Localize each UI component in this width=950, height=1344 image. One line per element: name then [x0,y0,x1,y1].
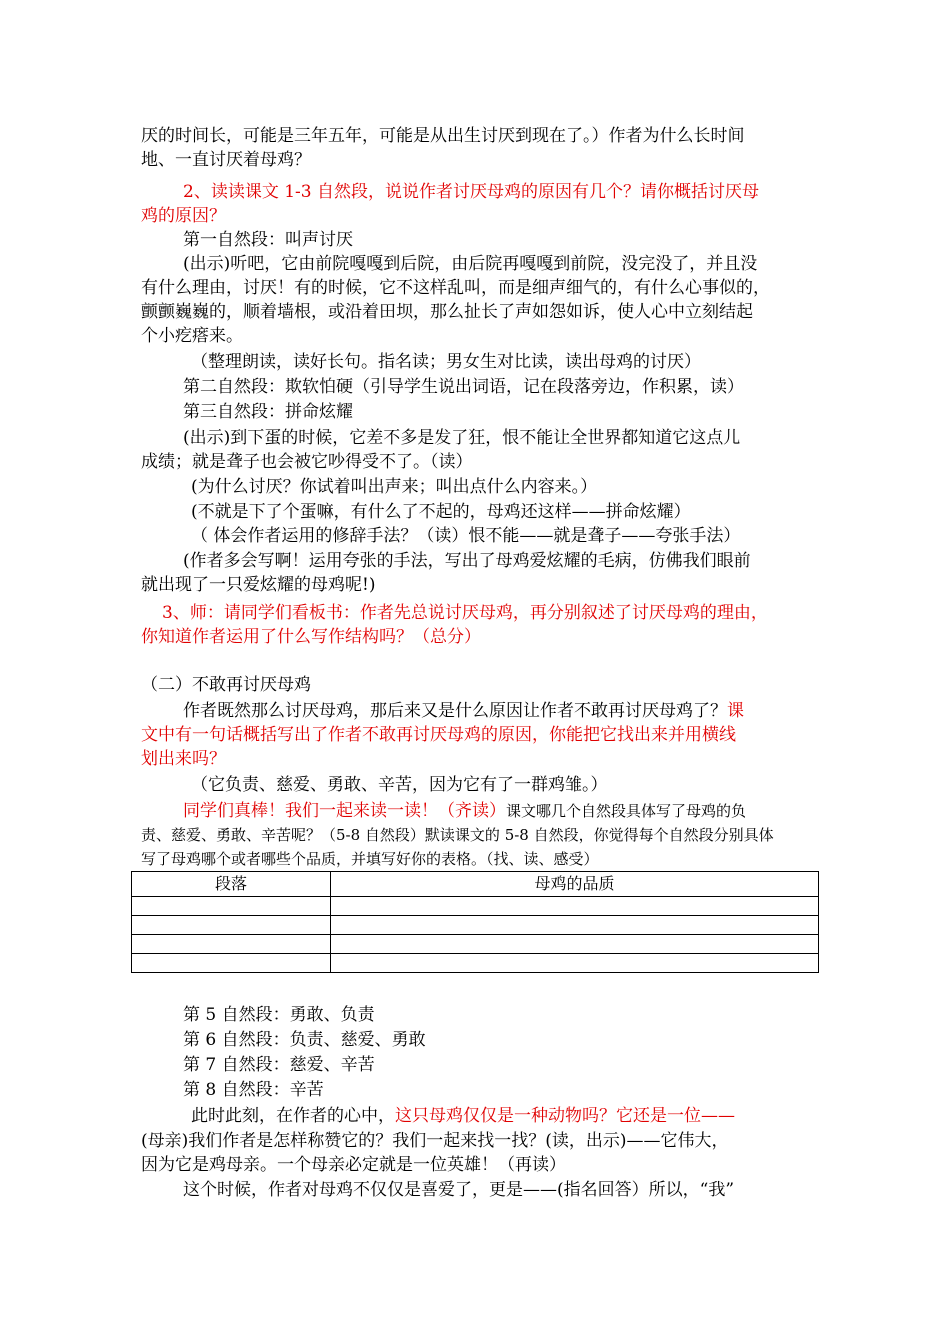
text-span: 课文哪几个自然段具体写了母鸡的负 [506,802,747,820]
header-cell: 段落 [132,872,331,897]
text-span: 作者既然那么讨厌母鸡，那后来又是什么原因让作者不敢再讨厌母鸡了？ [183,701,727,721]
text-line: 地、一直讨厌着母鸡？ [141,150,311,170]
text-line: 有什么理由，讨厌！有的时候，它不这样乱叫，而是细声细气的，有什么心事似的， [141,278,770,298]
text-line: 第 7 自然段：慈爱、辛苦 [183,1055,375,1075]
table-cell[interactable] [132,954,331,973]
section-heading: （二）不敢再讨厌母鸡 [141,675,311,695]
text-line [183,799,746,823]
paragraph-2-heading: 第二自然段：欺软怕硬（引导学生说出词语，记在段落旁边，作积累，读） [183,377,744,397]
text-line: （整理朗读，读好长句。指名读；男女生对比读，读出母鸡的讨厌） [191,352,701,372]
table-cell[interactable] [330,954,818,973]
text-line: 就出现了一只爱炫耀的母鸡呢!) [141,575,376,595]
table-row [132,954,819,973]
question-3-cont: 你知道作者运用了什么写作结构吗？（总分） [141,627,481,647]
question-2-cont: 鸡的原因？ [141,206,226,226]
text-line: (出示)听吧，它由前院嘎嘎到后院，由后院再嘎嘎到前院，没完没了，并且没 [183,254,758,274]
text-line: (为什么讨厌？你试着叫出声来；叫出点什么内容来。） [191,477,598,497]
text-line: （它负责、慈爱、勇敢、辛苦，因为它有了一群鸡雏。） [191,775,608,795]
table-row [132,935,819,954]
text-line: 因为它是鸡母亲。一个母亲必定就是一位英雄！（再读） [141,1155,566,1175]
text-line: 颤颤巍巍的，顺着墙根，或沿着田坝，那么扯长了声如怨如诉，使人心中立刻结起 [141,302,753,322]
table-cell[interactable] [330,897,818,916]
text-line: 第 5 自然段：勇敢、负责 [183,1005,375,1025]
paragraph-3-heading: 第三自然段：拼命炫耀 [183,402,353,422]
table-row [132,916,819,935]
highlight-span: 同学们真棒！我们一起来读一读！（齐读） [183,801,506,821]
text-line: 写了母鸡哪个或者哪些个品质，并填写好你的表格。（找、读、感受） [141,850,599,868]
text-line: (不就是下了个蛋嘛，有什么了不起的，母鸡还这样——拼命炫耀） [191,502,691,522]
header-cell: 母鸡的品质 [330,872,818,897]
text-line: 划出来吗？ [141,749,226,769]
table-cell[interactable] [330,916,818,935]
table-header-row [132,872,819,897]
text-line [191,1104,735,1128]
question-2: 2、读读课文 1-3 自然段，说说作者讨厌母鸡的原因有几个？请你概括讨厌母 [183,182,759,202]
text-line: 第 6 自然段：负责、慈爱、勇敢 [183,1030,426,1050]
highlight-span: 这只母鸡仅仅是一种动物吗？它还是一位—— [395,1106,735,1126]
text-line: 成绩；就是聋子也会被它吵得受不了。（读） [141,452,473,472]
text-line: (作者多会写啊！运用夸张的手法，写出了母鸡爱炫耀的毛病，仿佛我们眼前 [183,551,751,571]
question-3: 3、师：请同学们看板书：作者先总说讨厌母鸡，再分别叙述了讨厌母鸡的理由， [162,603,768,623]
text-line [183,699,744,723]
text-line: 厌的时间长，可能是三年五年，可能是从出生讨厌到现在了。）作者为什么长时间 [141,126,745,146]
text-span: 此时此刻，在作者的心中， [191,1106,395,1126]
paragraph-1-heading: 第一自然段：叫声讨厌 [183,230,353,250]
table-row [132,897,819,916]
text-line: 这个时候，作者对母鸡不仅仅是喜爱了，更是——(指名回答）所以，“我” [183,1180,735,1200]
text-line: 文中有一句话概括写出了作者不敢再讨厌母鸡的原因，你能把它找出来并用横线 [141,725,736,745]
table-cell[interactable] [132,916,331,935]
text-line: （ 体会作者运用的修辞手法？（读）恨不能——就是聋子——夸张手法） [191,526,741,546]
table-cell[interactable] [330,935,818,954]
quality-table [131,871,819,973]
table-cell[interactable] [132,897,331,916]
table-cell[interactable] [132,935,331,954]
text-line: (出示)到下蛋的时候，它差不多是发了狂，恨不能让全世界都知道它这点儿 [183,428,741,448]
text-line: (母亲)我们作者是怎样称赞它的？我们一起来找一找？(读，出示)——它伟大， [141,1131,729,1151]
text-line: 第 8 自然段：辛苦 [183,1080,324,1100]
text-line: 个小疙瘩来。 [141,326,243,346]
highlight-span: 课 [727,701,744,721]
text-line: 责、慈爱、勇敢、辛苦呢？（5-8 自然段）默读课文的 5-8 自然段，你觉得每个自然段分别具体 [141,826,774,844]
